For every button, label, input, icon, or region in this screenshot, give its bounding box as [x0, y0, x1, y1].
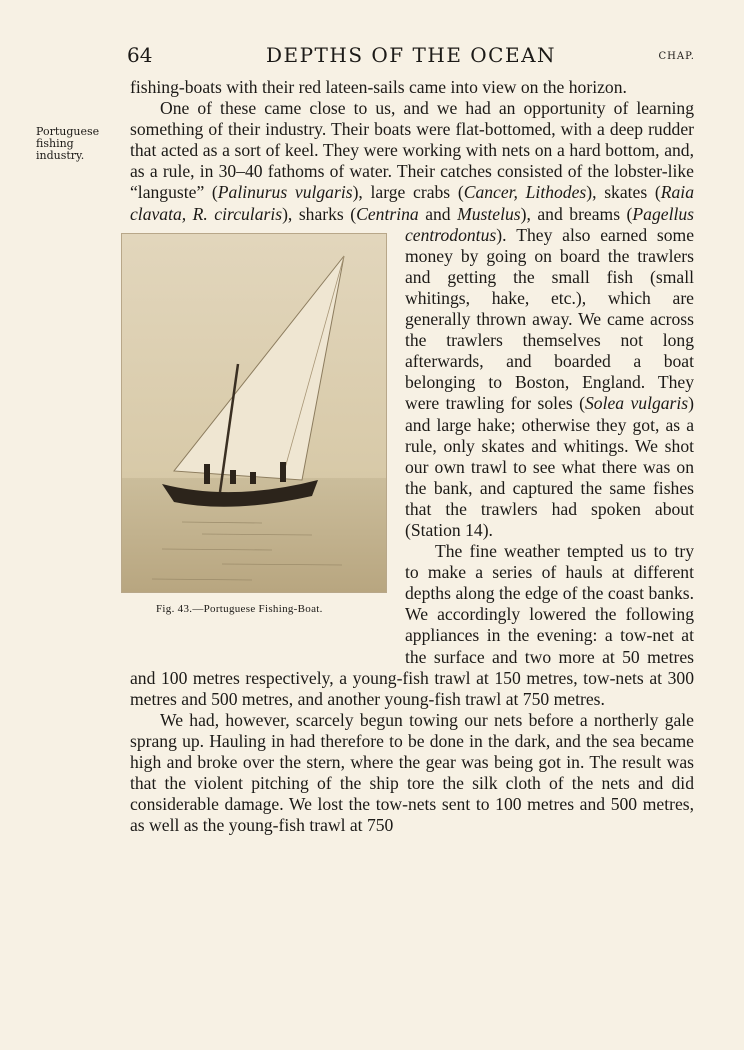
body-text — [130, 77, 694, 836]
page-number: 64 — [127, 43, 153, 67]
species-name: Solea vulgaris — [584, 393, 689, 414]
paragraph — [130, 98, 695, 615]
running-head — [127, 41, 695, 71]
text-run: One of these came close to us, and we had an opportunity of learning something of their industry. Their boats were flat-bottomed, with a deep rudder that acted as a sort of keel. They were working with nets on a hard bottom, and, as a rule, in 30–40 fathoms of water. Their catches consisted of the lobster-like “languste” ( — [130, 98, 694, 203]
text-run: They also earned some money by going on board the trawlers and getting the small fish (small whitings, hake, etc.), which are generally thrown away. We came across the trawlers themselves not long afterwards, and boarded a boat belonging to Boston, England. They were trawling for soles ( — [405, 224, 695, 414]
sailing-boat-icon — [122, 234, 386, 592]
text-run: ), sharks ( — [282, 203, 357, 224]
species-name: Mustelus — [457, 203, 521, 224]
text-run: ). — [496, 224, 517, 245]
running-title: DEPTHS OF THE OCEAN — [265, 43, 557, 67]
chapter-mark: CHAP. — [658, 51, 695, 62]
species-name: Pagellus centrodontus — [405, 203, 694, 245]
margin-note-line: industry. — [36, 149, 85, 162]
text-run: ) and large hake; otherwise they got, as a rule, only skates and whitings. We shot our own trawl to see what there was on the bank, and captured the same fishes that the trawlers had spoken about (Station 14). — [405, 393, 695, 540]
figure-photo — [121, 233, 387, 593]
paragraph: The fine weather tempted us to try to make a series of hauls at different depths along the edge of the coast banks. We accordingly lowered the following appliances in the evening: a tow-net at the surface and two more at 50 metres and 100 metres respectively, a young-fish trawl at 150 metres, tow-nets at 300 metres and 500 metres, and another young-fish trawl at 750 metres. — [130, 541, 694, 709]
species-name: Palinurus vulgaris — [217, 182, 353, 203]
species-name: Raia clavata, R. circularis — [130, 182, 694, 224]
margin-note — [36, 126, 126, 162]
margin-note-line: Portuguese — [36, 125, 100, 138]
text-run: ), and breams ( — [520, 203, 633, 224]
species-name: Centrina — [356, 203, 419, 224]
figure — [121, 233, 393, 655]
paragraph: fishing-boats with their red lateen-sails came into view on the horizon. — [130, 77, 627, 97]
species-name: Cancer, Lithodes — [463, 182, 587, 203]
figure-caption: Fig. 43.—Portuguese Fishing-Boat. — [156, 602, 323, 615]
text-run: and — [418, 203, 458, 224]
paragraph: We had, however, scarcely begun towing our nets before a northerly gale sprang up. Hauling in had therefore to be done in the dark, and the sea became high and broke over the stern, where the gear was being got in. The result was that the violent pitching of the ship tore the silk cloth of the nets and did considerable damage. We lost the tow-nets sent to 100 metres and 500 metres, as well as the young-fish trawl at 750 — [130, 709, 694, 836]
text-run: ), skates ( — [586, 182, 661, 203]
margin-note-line: fishing — [36, 137, 74, 150]
text-run: ), large crabs ( — [352, 182, 464, 203]
